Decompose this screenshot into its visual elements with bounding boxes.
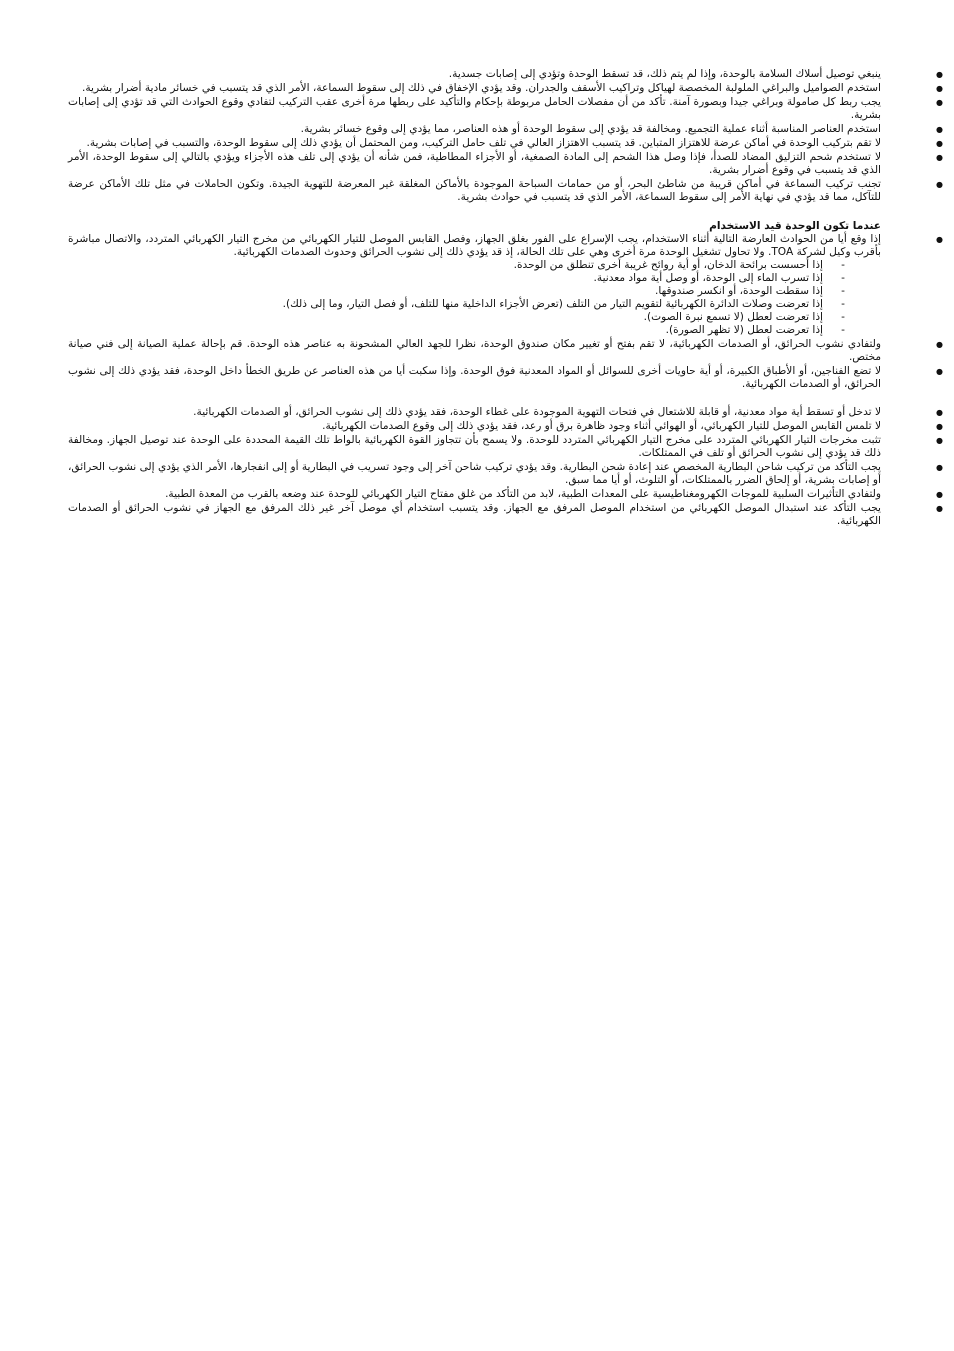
- list-item: ● ولتفادي نشوب الحرائق، أو الصدمات الكهربائية، لا تقم بفتح أو تغيير مكان صندوق الوحدة، نظرا للجهد العالي المشحونة به عناصر هذه الوحدة. قم بإحالة عملية الصيانة إلى فني صيانة مختص.: [68, 338, 881, 364]
- list-item: ● ينبغي توصيل أسلاك السلامة بالوحدة، وإذا لم يتم ذلك، قد تسقط الوحدة وتؤدي إلى إصابات جسدية.: [68, 68, 881, 81]
- list-item: ● تثبت مخرجات التيار الكهربائي المتردد على مخرج التيار الكهربائي المتردد للوحدة. ولا يسمح بأن تتجاوز القوة الكهربائية بالواط تلك القيمة المحددة على الوحدة عند توصيل الجهاز. ومخالفة ذلك قد يؤدي إلى نشوب الحرائق أو تلف في الممتلكات.: [68, 434, 881, 460]
- document-page: [68, 68, 881, 529]
- list-item: ● استخدم الصواميل والبراغي الملولبة المخصصة لهياكل وتراكيب الأسقف والجدران. وقد يؤدي الإخفاق في ذلك إلى سقوط السماعة، الأمر الذي قد يتسبب في خسائر مادية أضرار بشرية.: [68, 82, 881, 95]
- list-item: ● لا تدخل أو تسقط أية مواد معدنية، أو قابلة للاشتعال في فتحات التهوية الموجودة على غطاء الوحدة، فقد يؤدي ذلك إلى نشوب الحرائق، أو الصدمات الكهربائية.: [68, 406, 881, 419]
- sub-list: [68, 259, 881, 337]
- list-item-text: إذا وقع أيا من الحوادث العارضة التالية أثناء الاستخدام، يجب الإسراع على الفور بغلق الجهاز، وفصل القابس الموصل للتيار الكهربائي من مخرج التيار الكهربائي المتردد، والاتصال مباشرة بأقرب وكيل لشركة TOA. ولا تحاول تشغيل الوحدة مرة أخرى وهي على تلك الحالة، إذ قد يؤدي ذلك إلى نشوب الحرائق وحدوث الصدمات الكهربائية.: [68, 233, 881, 258]
- list-item: ● يجب التأكد عند استبدال الموصل الكهربائي من استخدام الموصل المرفق مع الجهاز. وقد يتسبب استخدام أي موصل آخر غير ذلك المرفق مع الجهاز في نشوب الحرائق أو الصدمات الكهربائية.: [68, 502, 881, 528]
- safety-list-installation: [68, 68, 881, 204]
- list-item: ● يجب التأكد من تركيب شاحن البطارية المخصص عند إعادة شحن البطارية. وقد يؤدي تركيب شاحن آخر إلى وجود تسريب في البطارية أو إلى انفجارها، الأمر الذي يؤدي إلى نشوب الحرائق، أو إصابات بشرية، أو إلحاق الضرر بالممتلكات، أو التلوث، أو أيا مما سبق.: [68, 461, 881, 487]
- list-item: ● يجب ربط كل صامولة وبراغي جيدا وبصورة آمنة. تأكد من أن مفصلات الحامل مربوطة بإحكام والتأكيد على ربطها مرة أخرى عقب التركيب لتفادي وقوع الحوادث التي قد تؤدي إلى إصابات بشرية.: [68, 96, 881, 122]
- list-item: ● تجنب تركيب السماعة في أماكن قريبة من شاطئ البحر، أو من حمامات السباحة الموجودة بالأماكن المغلقة غير المعرضة للتهوية الجيدة. وتكون الحاملات في مثل تلك الأماكن عرضة للتآكل، مما قد يؤدي في نهاية الأمر إلى سقوط السماعة، الأمر الذي قد يتسبب في حوادث بشرية.: [68, 178, 881, 204]
- safety-list-general: [68, 406, 881, 528]
- sub-list-item: - إذا تسرب الماء إلى الوحدة، أو وصل أية مواد معدنية.: [68, 272, 823, 285]
- section-heading: عندما تكون الوحدة قيد الاستخدام: [709, 220, 881, 232]
- list-item: ● استخدم العناصر المناسبة أثناء عملية التجميع. ومخالفة قد يؤدي إلى سقوط الوحدة أو هذه العناصر، مما يؤدي إلى وقوع خسائر بشرية.: [68, 123, 881, 136]
- sub-list-item: - إذا تعرضت لعطل (لا تظهر الصورة).: [68, 324, 823, 337]
- sub-list-item: - إذا تعرضت وصلات الدائرة الكهربائية لتقويم التيار من التلف (تعرض الأجزاء الداخلية منها للتلف، أو فصل التيار، وما إلى ذلك).: [68, 298, 823, 311]
- list-item: ● لا تقم بتركيب الوحدة في أماكن عرضة للاهتزاز المتباين. قد يتسبب الاهتزاز العالي في تلف حامل التركيب، ومن المحتمل أن يؤدي ذلك إلى سقوط الوحدة، والتسبب في إصابات بشرية.: [68, 137, 881, 150]
- sub-list-item: - إذا أحسست برائحة الدخان، أو أية روائح غريبة أخرى تنطلق من الوحدة.: [68, 259, 823, 272]
- spacer: [68, 392, 881, 406]
- list-item: ● لا تستخدم شحم التزليق المضاد للصدأ، فإذا وصل هذا الشحم إلى المادة الصمغية، أو الأجزاء المطاطية، فمن شأنه أن يؤدي إلى تلف هذه الأجزاء ويؤدي بالتالي إلى سقوط الوحدة، الأمر الذي قد يتسبب في وقوع أضرار بشرية.: [68, 151, 881, 177]
- list-item: ● لا تلمس القابس الموصل للتيار الكهربائي، أو الهوائي أثناء وجود ظاهرة برق أو رعد، فقد يؤدي ذلك إلى وقوع الصدمات الكهربائية.: [68, 420, 881, 433]
- safety-list-in-use: [68, 233, 881, 391]
- list-item: ● ولتفادي التأثيرات السلبية للموجات الكهرومغناطيسية على المعدات الطبية، لابد من التأكد من غلق مفتاح التيار الكهربائي للوحدة عند وضعه بالقرب من المعدة الطبية.: [68, 488, 881, 501]
- sub-list-item: - إذا سقطت الوحدة، أو انكسر صندوقها.: [68, 285, 823, 298]
- sub-list-item: - إذا تعرضت لعطل (لا تسمع نبرة الصوت).: [68, 311, 823, 324]
- list-item: ● لا تضع الفناجين، أو الأطباق الكبيرة، أو أية حاويات أخرى للسوائل أو المواد المعدنية فوق الوحدة. وإذا سكبت أيا من هذه العناصر عن طريق الخطأ داخل الوحدة، فقد يؤدي ذلك إلى نشوب الحرائق، أو الصدمات الكهربائية.: [68, 365, 881, 391]
- list-item: [68, 233, 881, 337]
